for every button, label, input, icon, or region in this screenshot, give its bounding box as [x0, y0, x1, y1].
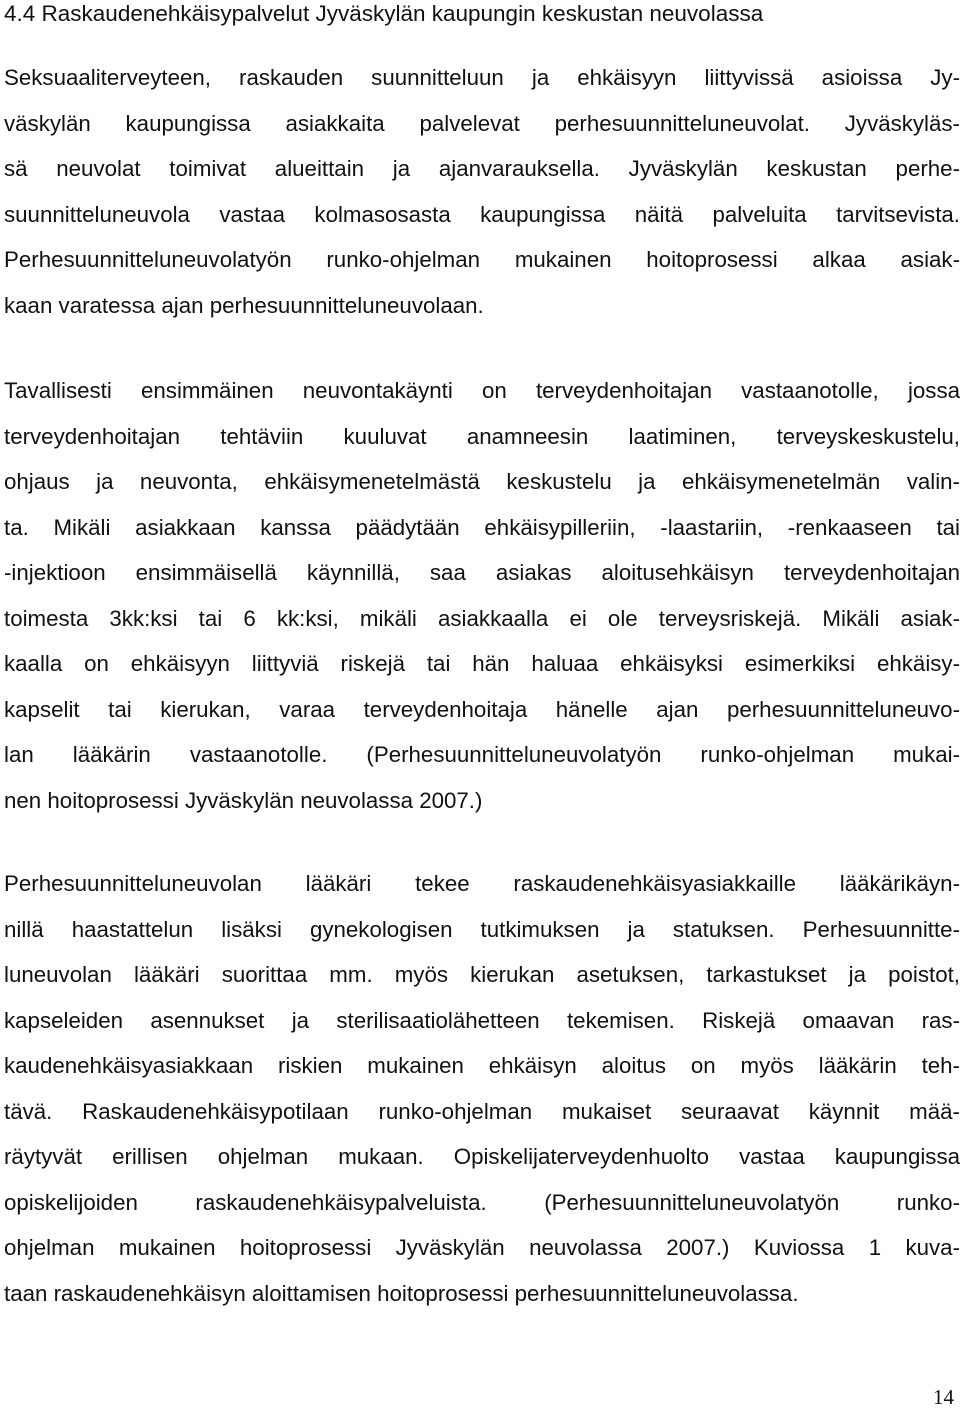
- paragraph-line: Seksuaaliterveyteen, raskauden suunnitteluun ja ehkäisyyn liittyvissä asioissa Jy-: [4, 65, 960, 90]
- paragraph-line: kaalla on ehkäisyyn liittyviä riskejä tai hän haluaa ehkäisyksi esimerkiksi ehkäisy-: [4, 651, 960, 676]
- paragraph-line: kaudenehkäisyasiakkaan riskien mukainen ehkäisyn aloitus on myös lääkärin teh-: [4, 1053, 960, 1078]
- paragraph-line: kapselit tai kierukan, varaa terveydenhoitaja hänelle ajan perhesuunnitteluneuvo-: [4, 696, 960, 722]
- paragraph-line: -injektioon ensimmäisellä käynnillä, saa asiakas aloitusehkäisyn terveydenhoitajan: [4, 560, 960, 585]
- paragraph-line: ohjelman mukainen hoitoprosessi Jyväskylän neuvolassa 2007.) Kuviossa 1 kuva-: [4, 1235, 960, 1260]
- paragraph-line: Perhesuunnitteluneuvolatyön runko-ohjelman mukainen hoitoprosessi alkaa asiak-: [4, 247, 960, 272]
- paragraph-line: sä neuvolat toimivat alueittain ja ajanvarauksella. Jyväskylän keskustan perhe-: [4, 156, 960, 181]
- paragraph-line: nillä haastattelun lisäksi gynekologisen tutkimuksen ja statuksen. Perhesuunnitte-: [4, 916, 960, 942]
- paragraph-line: kapseleiden asennukset ja sterilisaatiolähetteen tekemisen. Riskejä omaavan ras-: [4, 1007, 960, 1033]
- paragraph-line: suunnitteluneuvola vastaa kolmasosasta kaupungissa näitä palveluita tarvitsevista.: [4, 201, 960, 227]
- paragraph-line: toimesta 3kk:ksi tai 6 kk:ksi, mikäli asiakkaalla ei ole terveysriskejä. Mikäli asiak-: [4, 605, 960, 631]
- paragraph-line: Tavallisesti ensimmäinen neuvontakäynti on terveydenhoitajan vastaanotolle, jossa: [4, 378, 960, 403]
- paragraph-line: lan lääkärin vastaanotolle. (Perhesuunnitteluneuvolatyön runko-ohjelman mukai-: [4, 742, 960, 767]
- paragraph-line: kaan varatessa ajan perhesuunnitteluneuvolaan.: [4, 292, 484, 318]
- paragraph-line: tävä. Raskaudenehkäisypotilaan runko-ohjelman mukaiset seuraavat käynnit mää-: [4, 1098, 960, 1124]
- paragraph-1: [4, 55, 960, 328]
- section-heading: 4.4 Raskaudenehkäisypalvelut Jyväskylän kaupungin keskustan neuvolassa: [4, 1, 764, 26]
- paragraph-3: [4, 861, 960, 1316]
- paragraph-line: räytyvät erillisen ohjelman mukaan. Opiskelijaterveydenhuolto vastaa kaupungissa: [4, 1144, 960, 1169]
- paragraph-line: taan raskaudenehkäisyn aloittamisen hoitoprosessi perhesuunnitteluneuvolassa.: [4, 1280, 799, 1306]
- paragraph-line: opiskelijoiden raskaudenehkäisypalveluista. (Perhesuunnitteluneuvolatyön runko-: [4, 1189, 960, 1215]
- paragraph-line: ohjaus ja neuvonta, ehkäisymenetelmästä keskustelu ja ehkäisymenetelmän valin-: [4, 469, 960, 494]
- paragraph-line: luneuvolan lääkäri suorittaa mm. myös kierukan asetuksen, tarkastukset ja poistot,: [4, 962, 960, 987]
- paragraph-line: Perhesuunnitteluneuvolan lääkäri tekee raskaudenehkäisyasiakkaille lääkärikäyn-: [4, 871, 960, 896]
- paragraph-line: terveydenhoitajan tehtäviin kuuluvat anamneesin laatiminen, terveyskeskustelu,: [4, 423, 960, 449]
- paragraph-line: nen hoitoprosessi Jyväskylän neuvolassa 2007.): [4, 787, 483, 813]
- page-number: 14: [933, 1385, 954, 1409]
- paragraph-line: ta. Mikäli asiakkaan kanssa päädytään ehkäisypilleriin, -laastariin, -renkaaseen tai: [4, 514, 960, 540]
- paragraph-line: väskylän kaupungissa asiakkaita palvelevat perhesuunnitteluneuvolat. Jyväskyläs-: [4, 110, 960, 136]
- paragraph-2: [4, 368, 960, 823]
